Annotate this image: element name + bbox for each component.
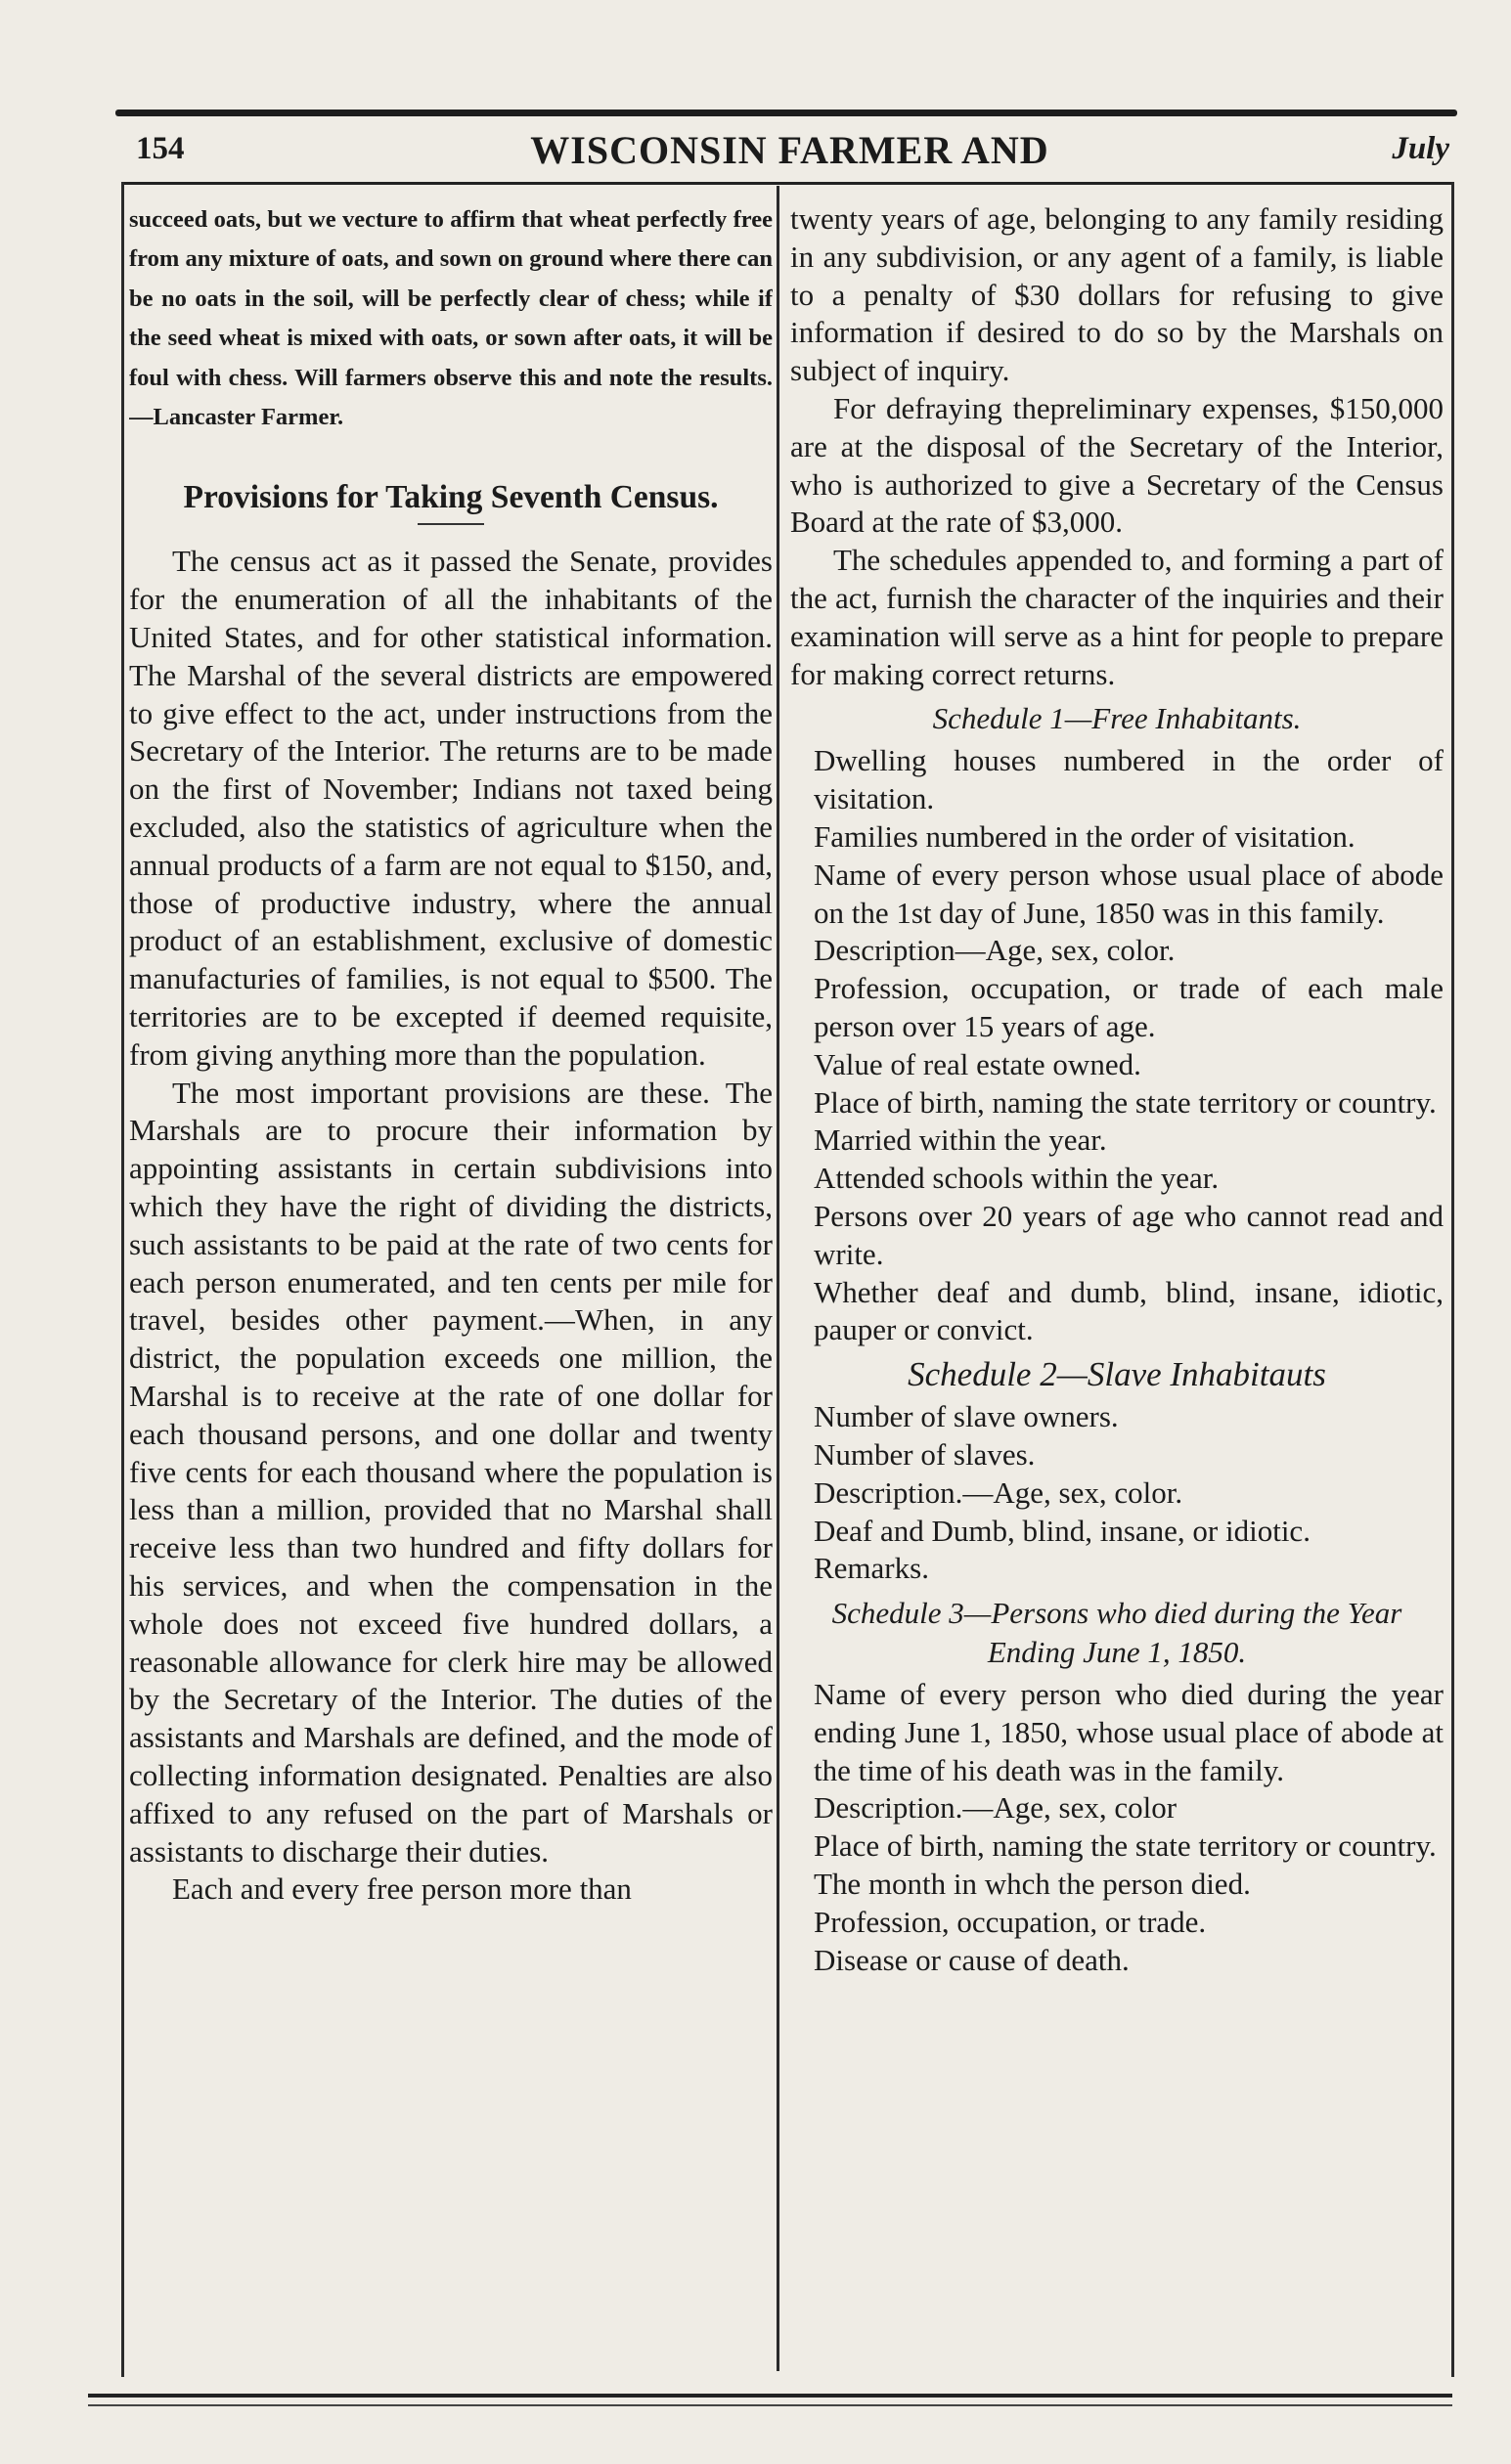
schedule-1-item: Families numbered in the order of visitation. [814,818,1355,854]
right-column [790,200,1444,2381]
schedule-1-item: Persons over 20 years of age who cannot read and write. [814,1198,1444,1271]
article-paragraph-2: The most important provisions are these. The Marshals are to procure their information by appointing assistants in certain subdivisions into which they have the right of dividing the districts, such assistants to be paid at the rate of two cents for each person enumerated, and ten cents per mile for travel, besides other payment.—When, in any district, the population exceeds one million, the Marshal is to receive at the rate of one dollar for each thousand persons, and one dollar and twenty five cents for each thousand where the population is less than a million, provided that no Marshal shall receive less than two hundred and fifty dollars for his services, and when the compensation in the whole does not exceed five hundred dollars, a reasonable allowance for clerk hire may be allowed by the Secretary of the Interior. The duties of the assistants and Marshals are defined, and the mode of collecting information designated. Penalties are also affixed to any refused on the part of Marshals or assistants to discharge their duties. [129,1075,773,1869]
right-paragraph-2: For defraying thepreliminary expenses, $150,000 are at the disposal of the Secretary of the Interior, who is authorized to give a Secretary of the Census Board at the rate of $3,000. [790,390,1444,540]
schedule-3-title: Schedule 3—Persons who died during the Year Ending June 1, 1850. [831,1596,1402,1670]
column-divider [777,186,779,2371]
schedule-3-item: Disease or cause of death. [814,1942,1130,1977]
issue-month: July [1392,131,1449,166]
intro-paragraph: succeed oats, but we vecture to affirm that wheat perfectly free from any mixture of oats, and sown on ground where there can be no oats in the soil, will be perfectly clear of chess; while if the seed wheat is mixed with oats, or sown after oats, it will be foul with chess. Will farmers observe this and note the results.—Lancaster Farmer. [129,206,773,431]
schedule-1-item: Name of every person whose usual place of abode on the 1st day of June, 1850 was in this family. [814,857,1444,930]
schedule-3-item: Profession, occupation, or trade. [814,1904,1207,1939]
right-border [1451,182,1454,2377]
header-rule [122,182,1452,185]
publication-title: WISCONSIN FARMER AND [530,128,1049,172]
schedule-1-item: Value of real estate owned. [814,1046,1141,1081]
schedule-3-item: Description.—Age, sex, color [814,1790,1178,1826]
schedule-1-item: Attended schools within the year. [814,1161,1220,1196]
article-paragraph-3: Each and every free person more than [172,1871,632,1907]
schedule-1-item: Whether deaf and dumb, blind, insane, idiotic, pauper or convict. [814,1274,1444,1347]
schedule-2-item: Number of slaves. [814,1436,1036,1472]
schedule-3-item: Place of birth, naming the state territory or country. [814,1828,1437,1864]
title-rule [418,523,484,525]
article-paragraph-1: The census act as it passed the Senate, provides for the enumeration of all the inhabitants of the United States, and for other statistical information. The Marshal of the several districts are empowered to give effect to the act, under instructions from the Secretary of the Interior. The returns are to be made on the first of November; Indians not taxed being excluded, also the statistics of agriculture when the annual products of a farm are not equal to $150, and, those of productive industry, where the annual product of an establishment, exclusive of domestic manufacturies of families, is not equal to $500. The territories are to be excepted if deemed requisite, from giving anything more than the population. [129,544,773,1072]
bottom-rule [88,2394,1452,2398]
schedule-1-item: Married within the year. [814,1122,1107,1158]
left-border [121,182,124,2377]
top-rule [115,110,1457,116]
schedule-1-item: Dwelling houses numbered in the order of visitation. [814,743,1444,816]
right-paragraph-3: The schedules appended to, and forming a part of the act, furnish the character of the inquiries and their examination will serve as a hint for people to prepare for making correct returns. [790,543,1444,691]
schedule-2-item: Number of slave owners. [814,1399,1119,1434]
schedule-2-item: Description.—Age, sex, color. [814,1474,1183,1510]
bottom-rule-thin [88,2404,1452,2406]
schedule-2-item: Remarks. [814,1551,929,1586]
schedule-3-item: Name of every person who died during the year ending June 1, 1850, whose usual place of abode at the time of his death was in the family. [814,1677,1444,1787]
schedule-1-item: Description—Age, sex, color. [814,933,1176,968]
schedule-3-item: The month in whch the person died. [814,1867,1251,1902]
schedule-2-item: Deaf and Dumb, blind, insane, or idiotic. [814,1513,1311,1548]
running-head [122,127,1457,178]
article-title: Provisions for Taking Seventh Census. [183,479,719,516]
schedule-1-item: Place of birth, naming the state territory or country. [814,1084,1437,1120]
schedule-1-item: Profession, occupation, or trade of each male person over 15 years of age. [814,971,1444,1043]
right-paragraph-1: twenty years of age, belonging to any family residing in any subdivision, or any agent of a family, is liable to a penalty of $30 dollars for refusing to give information if desired to do so by the Marshals on subject of inquiry. [790,201,1444,388]
left-column [129,200,773,2381]
page-number: 154 [136,131,185,166]
schedule-1-title: Schedule 1—Free Inhabitants. [932,701,1302,736]
schedule-2-title: Schedule 2—Slave Inhabitauts [908,1355,1326,1394]
